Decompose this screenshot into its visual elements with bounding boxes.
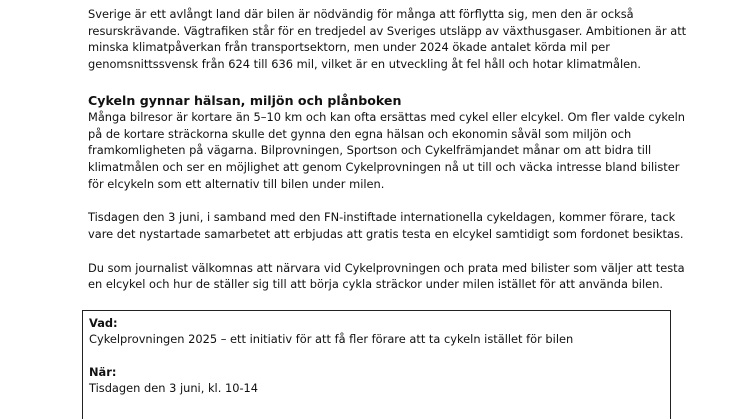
when-label: När: [89, 365, 117, 379]
when-value: Tisdagen den 3 juni, kl. 10-14 [89, 381, 259, 395]
text-line: Tisdagen den 3 juni, i samband med den FN-instiftade internationella cykeldagen, kommer förare, tack [88, 210, 676, 225]
text-line: genomsnittssvensk från 624 till 636 mil, vilket är en utveckling åt fel håll och hotar klimatmålen. [88, 57, 642, 72]
section-heading: Cykeln gynnar hälsan, miljön och plånboken [88, 92, 402, 108]
text-line: framkomligheten på vägarna. Bilprovningen, Sportson och Cykelfrämjandet månar om att bidra till [88, 143, 652, 158]
text-line: en elcykel och hur de ställer sig till att börja cykla sträckor under milen istället för att använda bilen. [88, 277, 663, 292]
intro-paragraph [88, 6, 688, 73]
text-line: för elcykeln som ett alternativ till bilen under milen. [88, 176, 385, 191]
text-line: klimatmålen och ser en möjlighet att genom Cykelprovningen nå ut till och väcka intresse bland bilister [88, 159, 680, 174]
date-paragraph [88, 209, 688, 242]
what-value: Cykelprovningen 2025 – ett initiativ för att få fler förare att ta cykeln istället för bilen [89, 332, 574, 346]
text-line: minska klimatpåverkan från transportsektorn, men under 2024 ökade antalet körda mil per [88, 40, 610, 55]
what-label: Vad: [89, 316, 118, 330]
document-body [88, 6, 688, 293]
text-line: resurskrävande. Vägtrafiken står för en tredjedel av Sveriges utsläpp av växthusgaser. Ambitionen är att [88, 23, 687, 38]
event-info-box [82, 310, 671, 419]
text-line: Du som journalist välkomnas att närvara vid Cykelprovningen och prata med bilister som väljer att testa [88, 260, 685, 275]
text-line: Sverige är ett avlångt land där bilen är nödvändig för många att förflytta sig, men den är också [88, 7, 634, 21]
text-line: vare det nystartade samarbetet att erbjudas att gratis testa en elcykel samtidigt som fordonet besiktas. [88, 227, 684, 242]
text-line: på de kortare sträckorna skulle det gynna den egna hälsan och ekonomin såväl som miljön och [88, 126, 632, 141]
text-line: Många bilresor är kortare än 5–10 km och kan ofta ersättas med cykel eller elcykel. Om fler valde cykeln [88, 109, 685, 124]
journalist-paragraph [88, 260, 688, 293]
section-paragraph [88, 109, 688, 193]
